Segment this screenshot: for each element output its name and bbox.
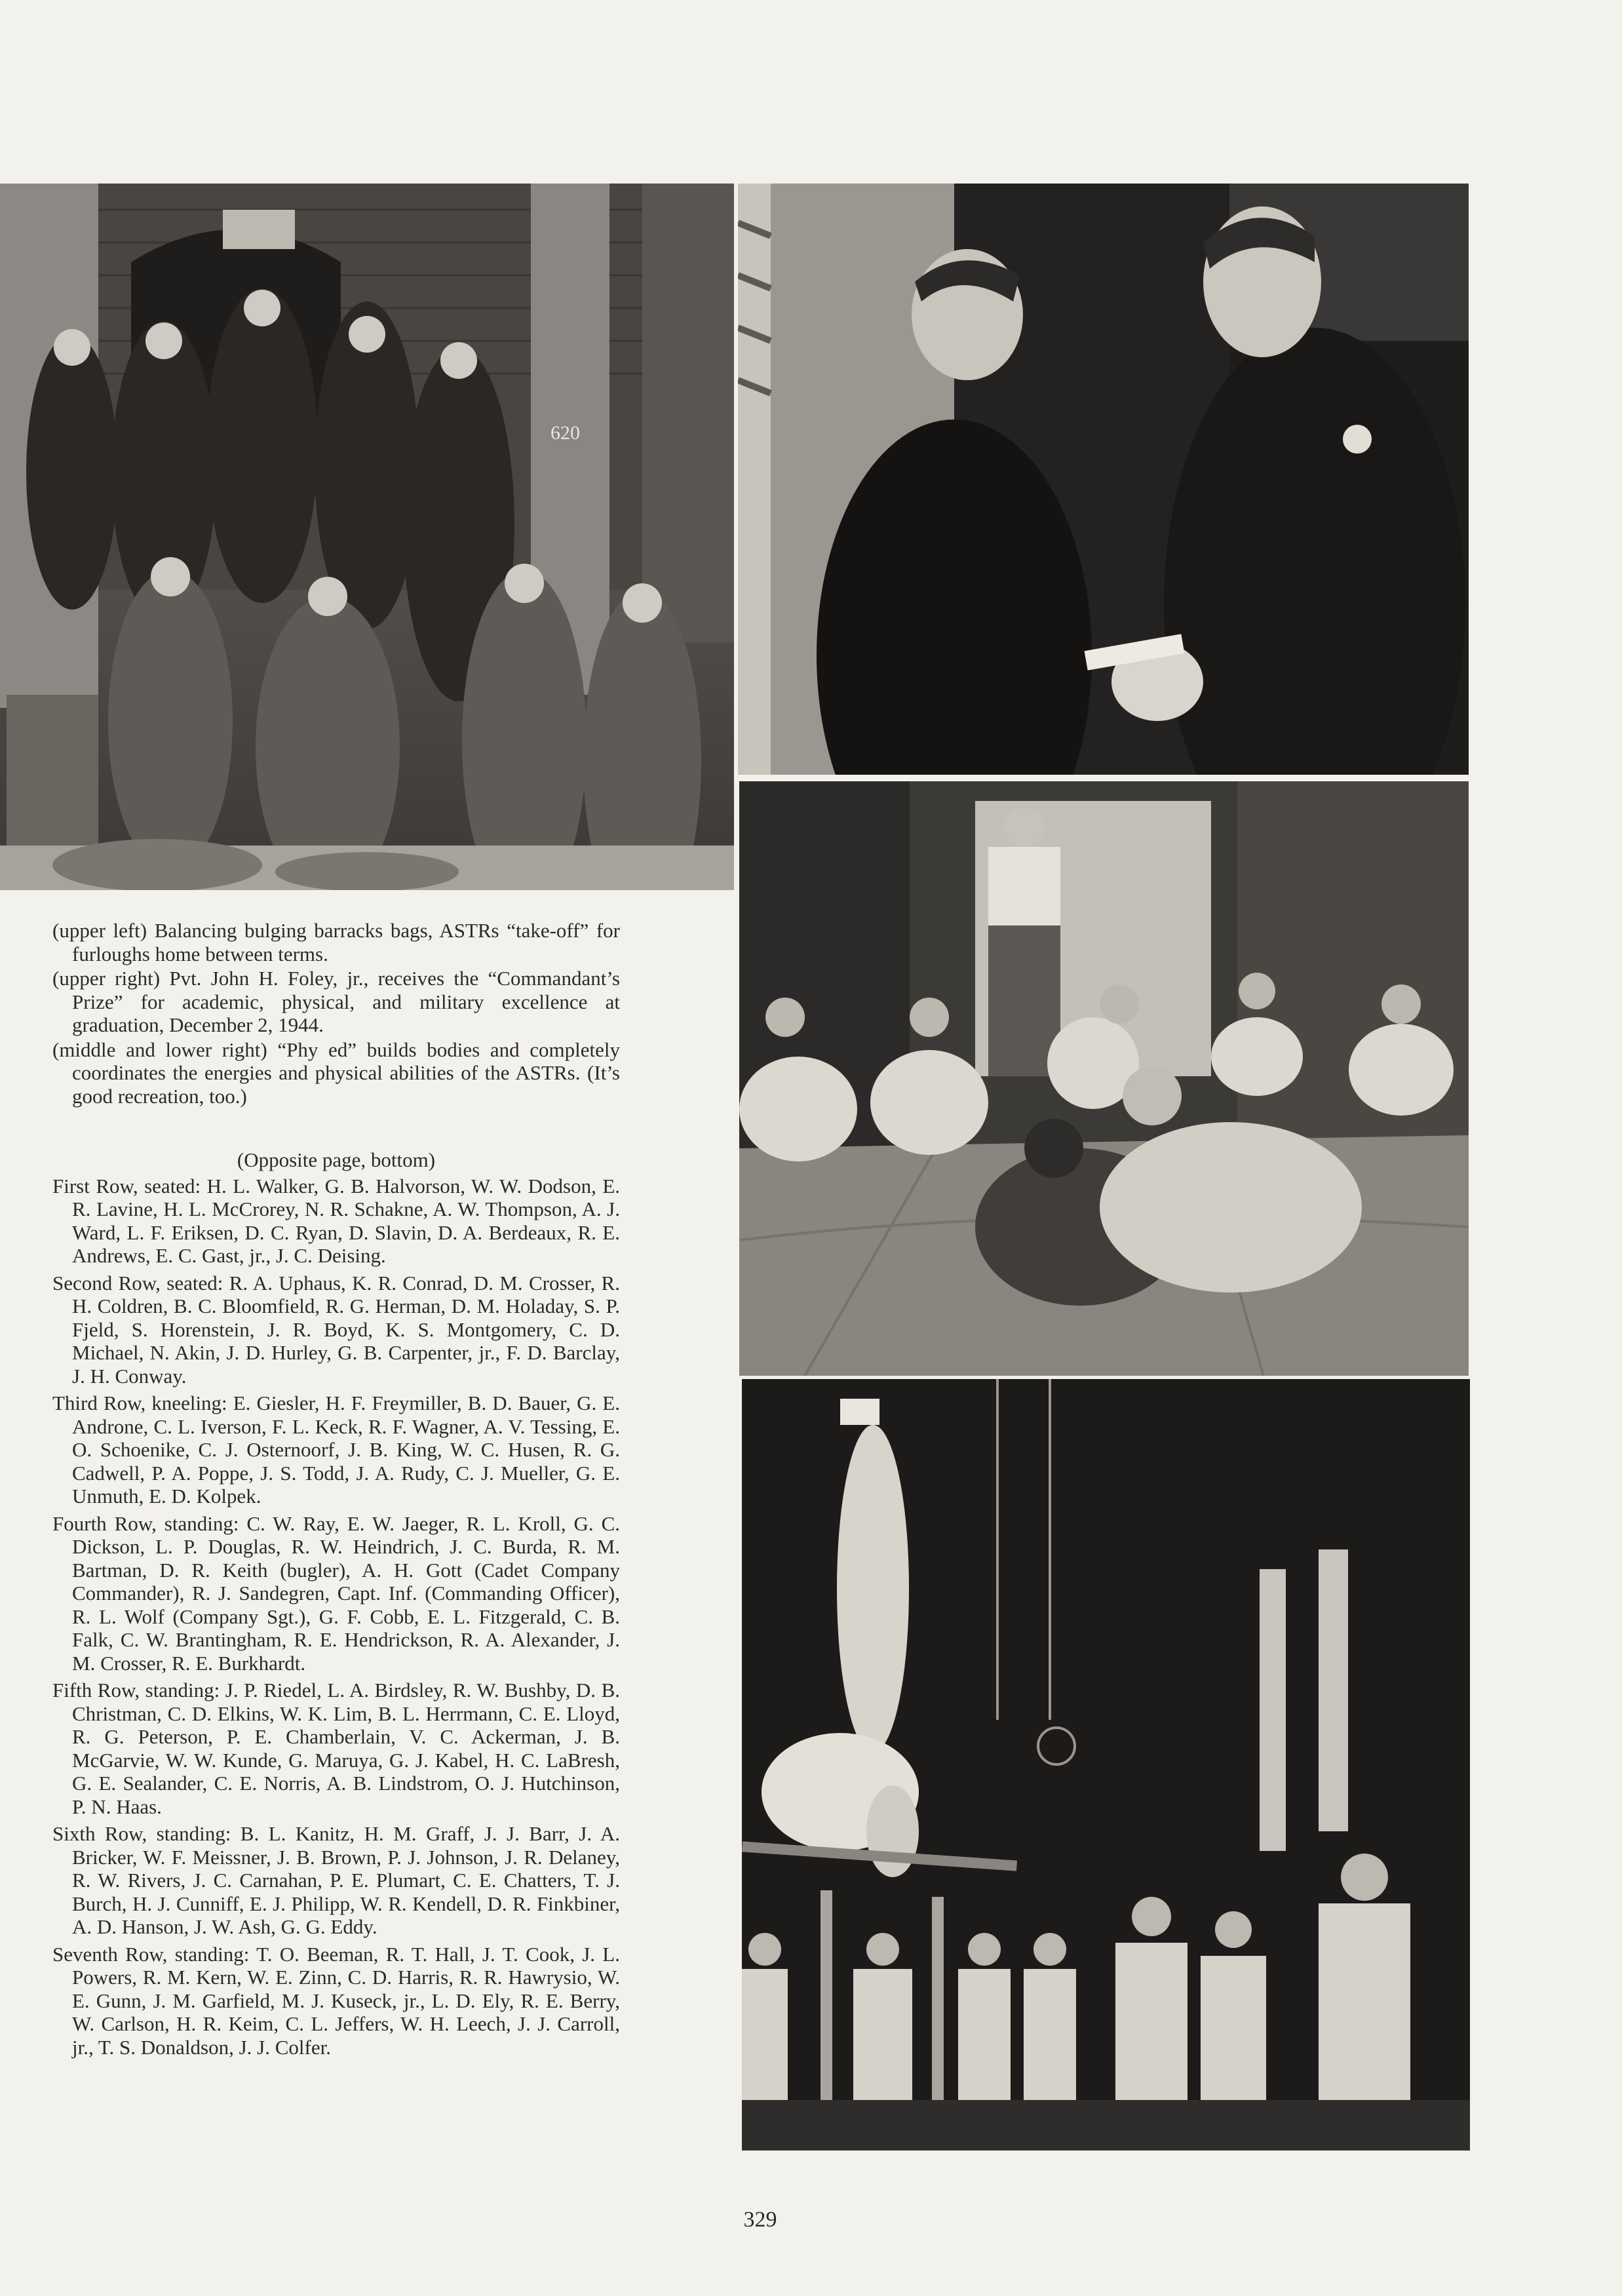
photo-soldiers-barracks [0, 184, 734, 890]
roster-row-first: First Row, seated: H. L. Walker, G. B. Halvorson, W. W. Dodson, E. R. Lavine, H. L. McCrorey, N. R. Schakne, A. W. Thompson, A. J. Ward, L. F. Eriksen, D. C. Ryan, D. Slavin, D. A. Berdeaux, R. E. Andrews, E. C. Gast, jr., J. C. Deising. [52, 1174, 620, 1267]
roster-row-third: Third Row, kneeling: E. Giesler, H. F. Freymiller, B. D. Bauer, G. E. Androne, C. L. Iverson, F. L. Keck, R. F. Wagner, A. V. Tessing, E. O. Schoenike, C. J. Osternoorf, J. B. King, W. C. Husen, R. G. Cadwell, P. A. Poppe, J. S. Todd, J. A. Rudy, C. J. Mueller, G. E. Unmuth, E. D. Kolpek. [52, 1391, 620, 1508]
photo-captions [52, 919, 620, 1109]
page-number: 329 [743, 2208, 777, 2232]
photo-parallel-bars [742, 1379, 1470, 2150]
caption-upper-right: (upper right) Pvt. John H. Foley, jr., receives the “Commandant’s Prize” for academic, physical, and military excellence at graduation, December 2, 1944. [52, 967, 620, 1036]
group-photo-roster [52, 1148, 620, 2063]
photo-upper-left [0, 184, 734, 890]
caption-upper-left: (upper left) Balancing bulging barracks bags, ASTRs “take-off” for furloughs home between terms. [52, 919, 620, 965]
photo-prize-handshake [738, 184, 1469, 775]
roster-heading: (Opposite page, bottom) [237, 1148, 436, 1171]
roster-row-sixth: Sixth Row, standing: B. L. Kanitz, H. M. Graff, J. J. Barr, J. A. Bricker, W. F. Meissner, J. B. Brown, P. J. Johnson, J. R. Delaney, R. W. Rivers, J. C. Carnahan, P. E. Plumart, C. E. Chatters, T. J. Burch, H. J. Cunniff, E. J. Philipp, W. R. Kendell, D. R. Finkbiner, A. D. Hanson, J. W. Ash, G. G. Eddy. [52, 1822, 620, 1938]
doorway-number: 620 [550, 422, 580, 444]
roster-row-second: Second Row, seated: R. A. Uphaus, K. R. Conrad, D. M. Crosser, R. H. Coldren, B. C. Bloomfield, R. G. Herman, D. M. Holaday, S. P. Fjeld, S. Horenstein, J. R. Boyd, K. S. Montgomery, C. D. Michael, N. Akin, J. D. Hurley, G. B. Carpenter, jr., F. D. Barclay, J. H. Conway. [52, 1271, 620, 1388]
photo-lower-right [742, 1379, 1470, 2150]
roster-row-fourth: Fourth Row, standing: C. W. Ray, E. W. Jaeger, R. L. Kroll, G. C. Dickson, L. P. Douglas, R. W. Heindrich, J. C. Burda, R. M. Bartman, D. R. Keith (bugler), A. H. Gott (Cadet Company Commander), R. J. Sandegren, Capt. Inf. (Commanding Officer), R. L. Wolf (Company Sgt.), G. F. Cobb, E. L. Fitzgerald, C. B. Falk, C. W. Brantingham, R. E. Hendrickson, R. A. Alexander, J. M. Crosser, R. E. Burkhardt. [52, 1511, 620, 1675]
roster-row-fifth: Fifth Row, standing: J. P. Riedel, L. A. Birdsley, R. W. Bushby, D. B. Christman, C. D. Elkins, W. K. Lim, B. L. Herrmann, C. E. Lloyd, R. G. Peterson, P. E. Chamberlain, V. C. Ackerman, J. B. McGarvie, W. W. Kunde, G. Maruya, G. J. Kabel, H. C. LaBresh, G. E. Sealander, C. E. Norris, A. B. Lindstrom, O. J. Hutchinson, P. N. Haas. [52, 1679, 620, 1818]
photo-middle-right [739, 781, 1469, 1376]
photo-wrestling [739, 781, 1469, 1376]
roster-row-seventh: Seventh Row, standing: T. O. Beeman, R. T. Hall, J. T. Cook, J. L. Powers, R. M. Kern, W. E. Zinn, C. D. Harris, R. R. Hawrysio, W. E. Gunn, J. M. Garfield, M. J. Kuseck, jr., L. D. Ely, R. E. Berry, W. Carlson, H. R. Keim, C. L. Jeffers, W. H. Leech, J. J. Carroll, jr., T. S. Donaldson, J. J. Colfer. [52, 1942, 620, 2059]
photo-upper-right [738, 184, 1469, 775]
caption-middle-lower-right: (middle and lower right) “Phy ed” builds bodies and completely coordinates the energies and physical abilities of the ASTRs. (It’s good recreation, too.) [52, 1038, 620, 1108]
